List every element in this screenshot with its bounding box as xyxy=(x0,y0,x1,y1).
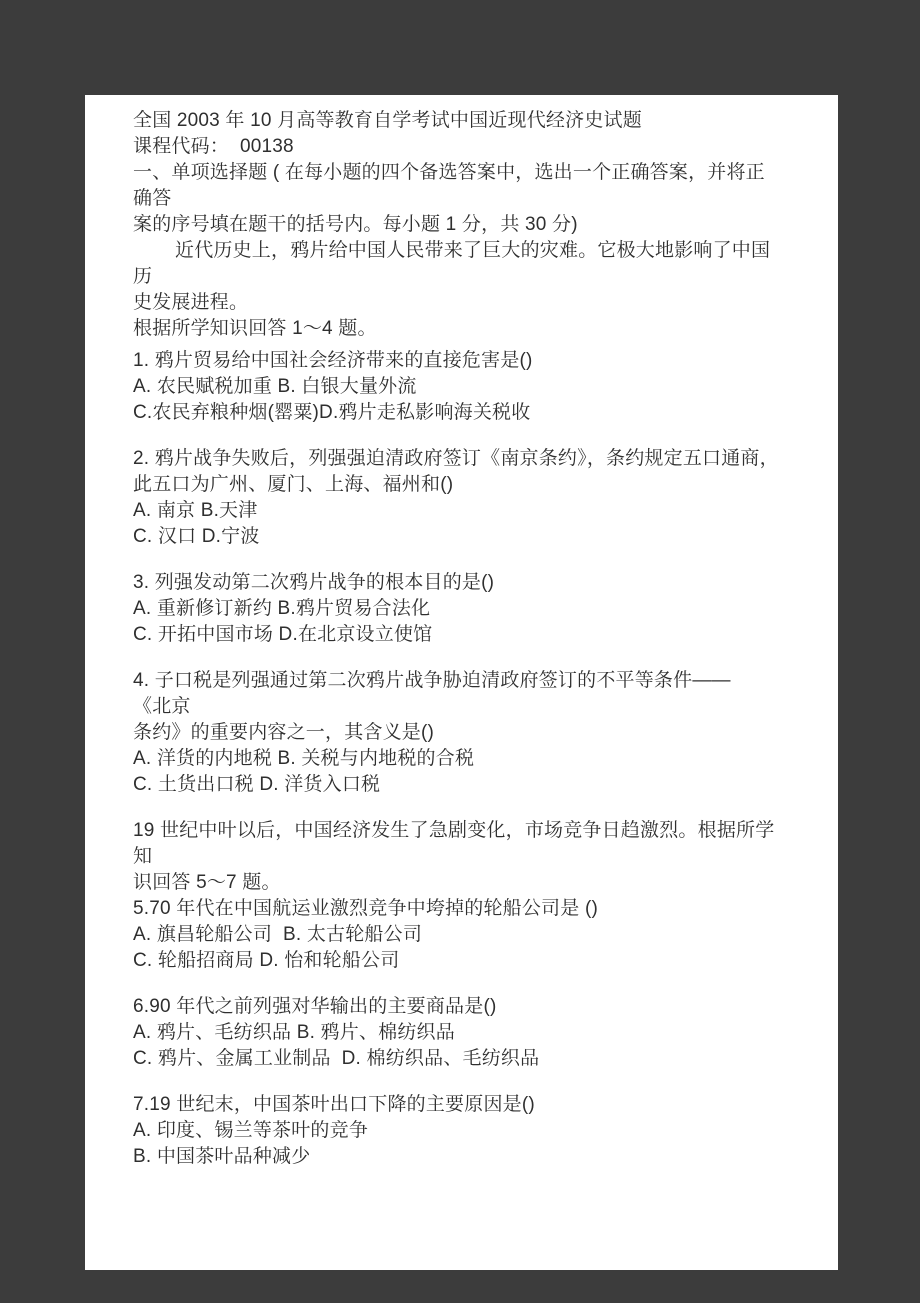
document-page xyxy=(85,95,838,1270)
course-code: 课程代码： 00138 xyxy=(133,136,294,157)
text-line: C. 土货出口税 D. 洋货入口税 xyxy=(133,774,381,795)
paragraph-spacer xyxy=(133,798,798,818)
text-line: A. 农民赋税加重 B. 白银大量外流 xyxy=(133,376,417,397)
text-line: A. 印度、锡兰等茶叶的竞争 xyxy=(133,1120,369,1141)
paragraph-spacer xyxy=(133,550,798,570)
text-line: 5.70 年代在中国航运业激烈竞争中垮掉的轮船公司是 () xyxy=(133,898,598,919)
text-line: 1. 鸦片贸易给中国社会经济带来的直接危害是() xyxy=(133,350,533,371)
text-line: C. 汉口 D.宁波 xyxy=(133,526,260,547)
text-line: 根据所学知识回答 1～4 题。 xyxy=(133,318,377,339)
text-line: 6.90 年代之前列强对华输出的主要商品是() xyxy=(133,996,497,1017)
paragraph-spacer xyxy=(133,974,798,994)
text-line: C. 鸦片、金属工业制品 D. 棉纺织品、毛纺织品 xyxy=(133,1048,540,1069)
text-line: A. 旗昌轮船公司 B. 太古轮船公司 xyxy=(133,924,423,945)
exam-title: 全国 2003 年 10 月高等教育自学考试中国近现代经济史试题 xyxy=(133,110,642,131)
text-line: 《北京 xyxy=(133,696,191,717)
paragraph-spacer xyxy=(133,1072,798,1092)
text-line: 2. 鸦片战争失败后，列强强迫清政府签订《南京条约》，条约规定五口通商， xyxy=(133,448,779,469)
text-line: 知 xyxy=(133,846,153,867)
text-line: 7.19 世纪末，中国茶叶出口下降的主要原因是() xyxy=(133,1094,535,1115)
text-line: 确答 xyxy=(133,188,172,209)
text-line: C. 开拓中国市场 D.在北京设立使馆 xyxy=(133,624,433,645)
text-line: 史发展进程。 xyxy=(133,292,249,313)
text-line: A. 南京 B.天津 xyxy=(133,500,258,521)
paragraph-spacer xyxy=(133,648,798,668)
document-content xyxy=(85,95,838,1170)
text-line: 识回答 5～7 题。 xyxy=(133,872,281,893)
text-line: 近代历史上，鸦片给中国人民带来了巨大的灾难。它极大地影响了中国 xyxy=(175,240,771,261)
text-line: 此五口为广州、厦门、上海、福州和() xyxy=(133,474,454,495)
paragraph-spacer xyxy=(133,426,798,446)
text-line: 4. 子口税是列强通过第二次鸦片战争胁迫清政府签订的不平等条件—— xyxy=(133,670,731,691)
text-line: 条约》的重要内容之一，其含义是() xyxy=(133,722,435,743)
text-line: C. 轮船招商局 D. 怡和轮船公司 xyxy=(133,950,400,971)
text-line: 案的序号填在题干的括号内。每小题 1 分，共 30 分) xyxy=(133,214,578,235)
text-line: B. 中国茶叶品种减少 xyxy=(133,1146,311,1167)
text-line: C.农民弃粮种烟(罂粟)D.鸦片走私影响海关税收 xyxy=(133,402,531,423)
text-line: 19 世纪中叶以后，中国经济发生了急剧变化，市场竞争日趋激烈。根据所学 xyxy=(133,820,775,841)
text-line: A. 鸦片、毛纺织品 B. 鸦片、棉纺织品 xyxy=(133,1022,455,1043)
text-line: A. 重新修订新约 B.鸦片贸易合法化 xyxy=(133,598,431,619)
text-line: A. 洋货的内地税 B. 关税与内地税的合税 xyxy=(133,748,475,769)
text-line: 3. 列强发动第二次鸦片战争的根本目的是() xyxy=(133,572,495,593)
section-heading: 一、单项选择题 ( 在每小题的四个备选答案中，选出一个正确答案，并将正 xyxy=(133,162,765,183)
text-line: 历 xyxy=(133,266,153,287)
